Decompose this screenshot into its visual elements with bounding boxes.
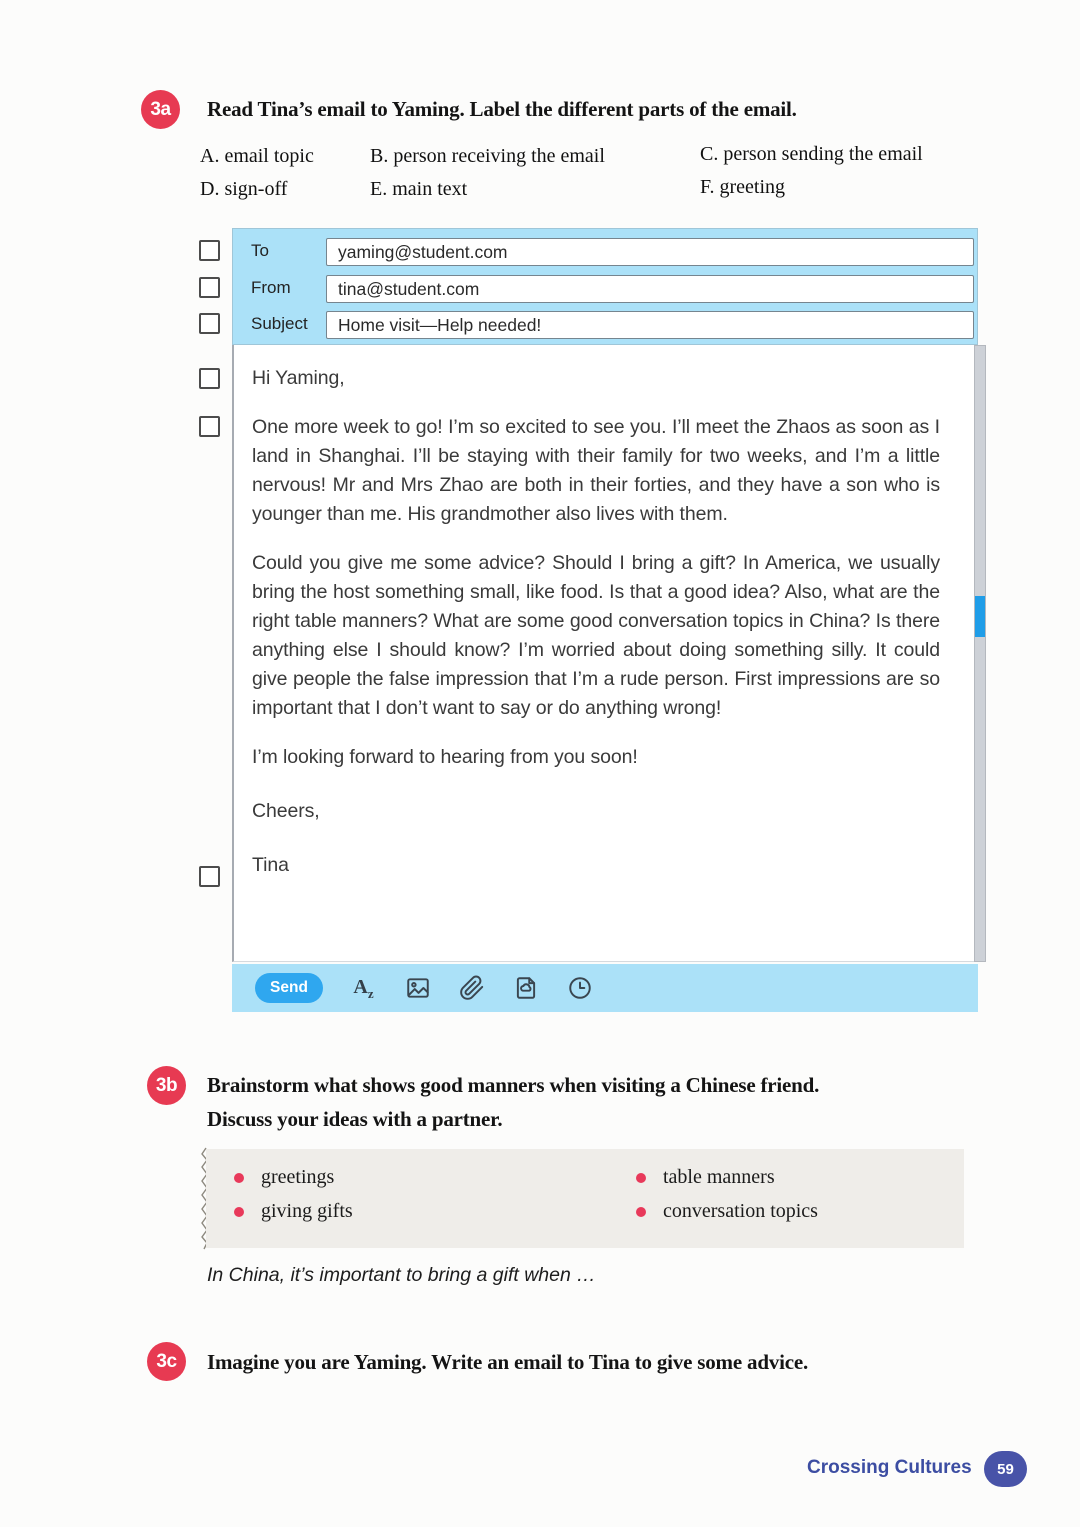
subject-label: Subject bbox=[251, 314, 308, 333]
schedule-icon[interactable] bbox=[566, 975, 593, 1002]
bullet-dot bbox=[234, 1207, 244, 1217]
section-3a-badge bbox=[141, 90, 180, 129]
to-value: yaming@student.com bbox=[338, 241, 508, 262]
bullet-dot bbox=[234, 1173, 244, 1183]
from-row bbox=[233, 275, 977, 303]
scrollbar-thumb[interactable] bbox=[975, 596, 985, 637]
send-button[interactable] bbox=[255, 973, 323, 1003]
send-button-label: Send bbox=[270, 979, 308, 996]
brainstorm-item-conversation-topics bbox=[636, 1200, 818, 1223]
brainstorm-item-label: greetings bbox=[261, 1166, 335, 1188]
brainstorm-box bbox=[206, 1149, 964, 1248]
font-options-icon[interactable]: $A_z$ bbox=[353, 975, 374, 1001]
brainstorm-item-table-manners bbox=[636, 1166, 775, 1189]
option-d: D. sign-off bbox=[200, 178, 288, 200]
to-field[interactable] bbox=[326, 238, 974, 266]
email-window bbox=[232, 228, 978, 1012]
label-checkbox-subject[interactable] bbox=[199, 313, 220, 334]
brainstorm-item-label: giving gifts bbox=[261, 1200, 353, 1222]
cloud-file-icon[interactable] bbox=[512, 975, 539, 1002]
section-3a-title: Read Tina’s email to Yaming. Label the different parts of the email. bbox=[207, 97, 797, 121]
subject-row bbox=[233, 311, 977, 339]
label-checkbox-signoff[interactable] bbox=[199, 866, 220, 887]
label-checkbox-from[interactable] bbox=[199, 277, 220, 298]
section-3b-title-line2: Discuss your ideas with a partner. bbox=[207, 1107, 503, 1131]
subject-field[interactable] bbox=[326, 311, 974, 339]
email-paragraph-3: I’m looking forward to hearing from you soon! bbox=[252, 746, 638, 768]
email-body bbox=[232, 345, 978, 962]
page-number-badge bbox=[984, 1451, 1027, 1487]
section-3b-title bbox=[207, 1068, 967, 1136]
brainstorm-item-giving-gifts bbox=[234, 1200, 353, 1223]
label-checkbox-greeting[interactable] bbox=[199, 368, 220, 389]
email-paragraph-2: Could you give me some advice? Should I bring a gift? In America, we usually bring the host something small, like food. Is that a good idea? Also, what are the right table manners? What are some good conversation topics in China? Is there anything else I should know? I’m worried about doing something silly. It could give people the false impression that I’m a rude person. First impressions are so important that I don’t want to say or do anything wrong! bbox=[252, 552, 940, 719]
from-value: tina@student.com bbox=[338, 278, 480, 299]
bullet-dot bbox=[636, 1207, 646, 1217]
email-greeting: Hi Yaming, bbox=[252, 367, 345, 389]
email-header bbox=[232, 228, 978, 345]
option-e: E. main text bbox=[370, 178, 468, 200]
footer-unit-title: Crossing Cultures bbox=[807, 1457, 972, 1478]
insert-image-icon[interactable] bbox=[404, 975, 431, 1002]
label-checkbox-maintext[interactable] bbox=[199, 416, 220, 437]
attachment-icon[interactable] bbox=[458, 975, 485, 1002]
label-checkbox-to[interactable] bbox=[199, 240, 220, 261]
section-3c-badge bbox=[147, 1342, 186, 1381]
from-field[interactable] bbox=[326, 275, 974, 303]
brainstorm-item-greetings bbox=[234, 1166, 334, 1189]
email-signoff: Cheers, bbox=[252, 800, 320, 822]
section-3b-badge bbox=[147, 1066, 186, 1105]
subject-value: Home visit—Help needed! bbox=[338, 314, 542, 335]
email-toolbar bbox=[232, 964, 978, 1012]
option-f: F. greeting bbox=[700, 176, 786, 198]
section-3c-badge-label: 3c bbox=[156, 1350, 177, 1372]
to-row bbox=[233, 238, 977, 266]
email-signature: Tina bbox=[252, 854, 289, 876]
brainstorm-item-label: conversation topics bbox=[663, 1200, 818, 1222]
from-label: From bbox=[251, 278, 291, 297]
option-b: B. person receiving the email bbox=[370, 145, 605, 167]
section-3a-badge-label: 3a bbox=[150, 98, 171, 120]
to-label: To bbox=[251, 241, 269, 260]
option-c: C. person sending the email bbox=[700, 143, 923, 165]
section-3c-title: Imagine you are Yaming. Write an email to Tina to give some advice. bbox=[207, 1350, 809, 1374]
page-number: 59 bbox=[997, 1460, 1014, 1478]
brainstorm-item-label: table manners bbox=[663, 1166, 775, 1188]
email-paragraph-1: One more week to go! I’m so excited to see you. I’ll meet the Zhaos as soon as I land in Shanghai. I’ll be staying with their family for two weeks, and I’m a little nervous! Mr and Mrs Zhao are both in their forties, and they have a son who is younger than me. His grandmother also lives with them. bbox=[252, 416, 940, 525]
example-sentence: In China, it’s important to bring a gift when … bbox=[207, 1264, 596, 1286]
option-a: A. email topic bbox=[200, 145, 314, 167]
section-3b-title-line1: Brainstorm what shows good manners when visiting a Chinese friend. bbox=[207, 1073, 820, 1097]
scrollbar-track[interactable] bbox=[974, 345, 986, 962]
bullet-dot bbox=[636, 1173, 646, 1183]
section-3b-badge-label: 3b bbox=[155, 1074, 178, 1096]
